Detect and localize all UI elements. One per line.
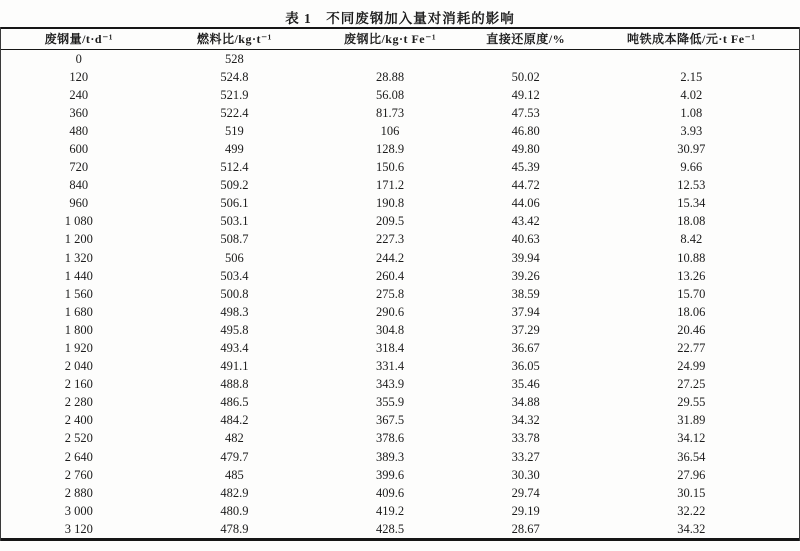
table-row (1, 212, 799, 230)
table-cell: 128.9 (375, 141, 405, 156)
table-cell: 491.1 (220, 359, 249, 374)
table-cell: 355.9 (375, 395, 405, 410)
table-cell: 840 (69, 178, 89, 193)
table-cell: 27.25 (677, 377, 706, 392)
table-cell: 2 400 (64, 413, 93, 428)
table-cell: 493.4 (220, 341, 249, 355)
table-cell: 39.26 (511, 268, 540, 283)
table-cell: 409.6 (375, 485, 405, 500)
table-cell: 478.9 (220, 521, 249, 536)
table-caption: 表 1 不同废钢加入量对消耗的影响 (285, 11, 515, 26)
table-cell: 18.08 (677, 214, 706, 229)
table-cell: 2 760 (64, 467, 93, 482)
table-row (1, 375, 799, 393)
table-cell: 12.53 (677, 178, 706, 193)
table-cell: 37.29 (511, 322, 540, 337)
header-row (1, 28, 799, 49)
table-cell: 521.9 (220, 87, 249, 102)
table-cell: 34.12 (677, 431, 706, 446)
table-cell: 40.63 (511, 232, 540, 247)
table-cell: 1 560 (64, 286, 93, 301)
table-row (1, 140, 799, 158)
table-row (1, 466, 799, 484)
table-cell: 486.5 (220, 395, 249, 410)
table-cell: 0 (75, 51, 82, 66)
table-cell: 10.88 (677, 250, 706, 265)
table-row (1, 68, 799, 86)
table-row (1, 267, 799, 285)
table-cell: 480.9 (220, 503, 249, 518)
table-cell: 1 200 (64, 232, 93, 247)
table-cell: 20.46 (677, 322, 706, 337)
table-cell: 171.2 (375, 178, 405, 193)
table-cell: 4.02 (680, 87, 703, 102)
table-cell: 482 (225, 431, 244, 446)
table-row (1, 249, 799, 267)
table-row (1, 49, 799, 68)
table-cell: 35.46 (511, 377, 540, 392)
table-cell: 32.22 (677, 503, 706, 518)
table-cell: 399.6 (375, 467, 405, 482)
table-cell: 34.32 (677, 521, 706, 536)
table-cell: 240 (69, 87, 89, 102)
table-cell: 2 520 (64, 431, 93, 446)
table-cell: 227.3 (375, 232, 405, 247)
table-cell: 45.39 (511, 160, 540, 175)
table-cell: 36.67 (511, 341, 540, 355)
table-cell: 49.80 (511, 141, 540, 156)
table-row (1, 393, 799, 411)
table-row (1, 230, 799, 248)
table-cell: 524.8 (220, 69, 249, 84)
table-cell: 331.4 (375, 359, 405, 374)
table-cell: 29.55 (677, 395, 706, 410)
table-cell: 209.5 (375, 214, 405, 229)
table-cell: 39.94 (511, 250, 540, 265)
table-row (1, 484, 799, 502)
table-cell: 190.8 (375, 196, 405, 211)
column-header-scrap-ratio: 废钢比/kg·t Fe⁻¹ (343, 32, 437, 47)
table-cell: 290.6 (375, 304, 405, 319)
table-cell: 47.53 (511, 105, 540, 120)
table-cell: 275.8 (375, 286, 405, 301)
table-cell: 488.8 (220, 377, 249, 392)
table-cell: 480 (69, 123, 89, 138)
table-cell: 34.32 (511, 413, 540, 428)
table-cell: 484.2 (220, 413, 249, 428)
table-cell: 38.59 (511, 286, 540, 301)
table-cell: 343.9 (375, 377, 405, 392)
table-cell: 33.27 (511, 449, 540, 464)
table-row (1, 502, 799, 520)
table-cell: 506.1 (220, 196, 249, 211)
table-cell: 49.12 (511, 87, 540, 102)
table-cell: 28.88 (375, 69, 405, 84)
table-cell: 30.30 (511, 467, 540, 482)
table-cell: 2 040 (64, 359, 93, 374)
table-cell: 522.4 (220, 105, 249, 120)
table-cell: 428.5 (375, 521, 405, 536)
table-cell: 2 280 (64, 395, 93, 410)
table-row (1, 122, 799, 140)
table-cell: 120 (69, 69, 89, 84)
column-header-scrap-amount: 废钢量/t·d⁻¹ (44, 32, 114, 47)
table-cell: 495.8 (220, 322, 249, 337)
table-cell: 508.7 (220, 232, 249, 247)
table-cell (312, 49, 468, 68)
table-row (1, 176, 799, 194)
table-cell: 22.77 (677, 341, 706, 355)
table-row (1, 86, 799, 104)
column-header-fuel-ratio: 燃料比/kg·t⁻¹ (196, 32, 272, 47)
table-row (1, 339, 799, 357)
table-cell: 3.93 (680, 123, 703, 138)
table-cell: 2 160 (64, 377, 93, 392)
table-cell: 600 (69, 141, 89, 156)
table-row (1, 357, 799, 375)
table-cell: 13.26 (677, 268, 706, 283)
table-cell: 503.1 (220, 214, 249, 229)
column-header-cost-reduction: 吨铁成本降低/元·t Fe⁻¹ (627, 32, 756, 47)
table-cell: 1.08 (680, 105, 703, 120)
table-row (1, 158, 799, 176)
table-cell: 482.9 (220, 485, 249, 500)
table-cell: 960 (69, 196, 89, 211)
table-cell: 37.94 (511, 304, 540, 319)
table-cell: 720 (69, 160, 89, 175)
table-cell: 43.42 (511, 214, 540, 229)
table-cell: 30.15 (677, 485, 706, 500)
table-cell: 503.4 (220, 268, 249, 283)
table-row (1, 429, 799, 447)
table-body (1, 49, 799, 540)
column-header-direct-reduction: 直接还原度/% (486, 32, 566, 47)
table-cell: 29.74 (511, 485, 540, 500)
table-cell: 9.66 (680, 160, 703, 175)
table-cell: 498.3 (220, 304, 249, 319)
table-cell: 378.6 (375, 431, 405, 446)
table-row (1, 321, 799, 339)
table-cell: 512.4 (220, 160, 249, 175)
table-cell: 56.08 (375, 87, 405, 102)
table-cell: 34.88 (511, 395, 540, 410)
table-cell: 44.06 (511, 196, 540, 211)
table-cell: 360 (69, 105, 89, 120)
table-row (1, 448, 799, 466)
table-cell: 1 320 (64, 250, 93, 265)
table-cell: 479.7 (220, 449, 249, 464)
table-cell: 15.70 (677, 286, 706, 301)
table-cell: 18.06 (677, 304, 706, 319)
table-cell: 2 640 (64, 449, 93, 464)
table-cell: 1 680 (64, 304, 93, 319)
table-cell: 33.78 (511, 431, 540, 446)
table-row (1, 303, 799, 321)
table-cell: 2 880 (64, 485, 93, 500)
table-cell: 419.2 (375, 503, 405, 518)
table-cell: 1 800 (64, 322, 93, 337)
table-cell (584, 49, 799, 68)
table-cell (468, 49, 584, 68)
table-cell: 3 120 (64, 521, 93, 536)
table-cell: 389.3 (375, 449, 405, 464)
table-row (1, 285, 799, 303)
table-cell: 30.97 (677, 141, 706, 156)
table-row (1, 194, 799, 212)
table-cell: 1 080 (64, 214, 93, 229)
table-cell: 27.96 (677, 467, 706, 482)
table-cell: 24.99 (677, 359, 706, 374)
table-cell: 3 000 (64, 503, 93, 518)
table-cell: 244.2 (375, 250, 405, 265)
table-cell: 36.05 (511, 359, 540, 374)
table-cell: 509.2 (220, 178, 249, 193)
table-cell: 1 440 (64, 268, 93, 283)
table-cell: 36.54 (677, 449, 706, 464)
table-frame (0, 27, 800, 541)
table-cell: 1 920 (64, 341, 93, 355)
table-row (1, 411, 799, 429)
table-cell: 150.6 (375, 160, 405, 175)
table-cell: 2.15 (680, 69, 703, 84)
table-cell: 367.5 (375, 413, 405, 428)
table-cell: 528 (225, 51, 244, 66)
table-cell: 519 (225, 123, 244, 138)
table-cell: 31.89 (677, 413, 706, 428)
table-cell: 506 (225, 250, 244, 265)
table-cell: 15.34 (677, 196, 706, 211)
table-cell: 28.67 (511, 521, 540, 536)
table-cell: 44.72 (511, 178, 540, 193)
table-cell: 29.19 (511, 503, 540, 518)
table-cell: 485 (225, 467, 244, 482)
table-row (1, 520, 799, 540)
table-cell: 81.73 (375, 105, 405, 120)
table-cell: 50.02 (511, 69, 540, 84)
table-cell: 499 (225, 141, 244, 156)
table-cell: 46.80 (511, 123, 540, 138)
table-row (1, 104, 799, 122)
table-cell: 304.8 (375, 322, 405, 337)
table-cell: 260.4 (375, 268, 405, 283)
consumption-data-table (1, 27, 799, 541)
table-cell: 500.8 (220, 286, 249, 301)
table-cell: 8.42 (680, 232, 703, 247)
table-cell: 106 (380, 123, 400, 138)
table-cell: 318.4 (375, 341, 405, 355)
